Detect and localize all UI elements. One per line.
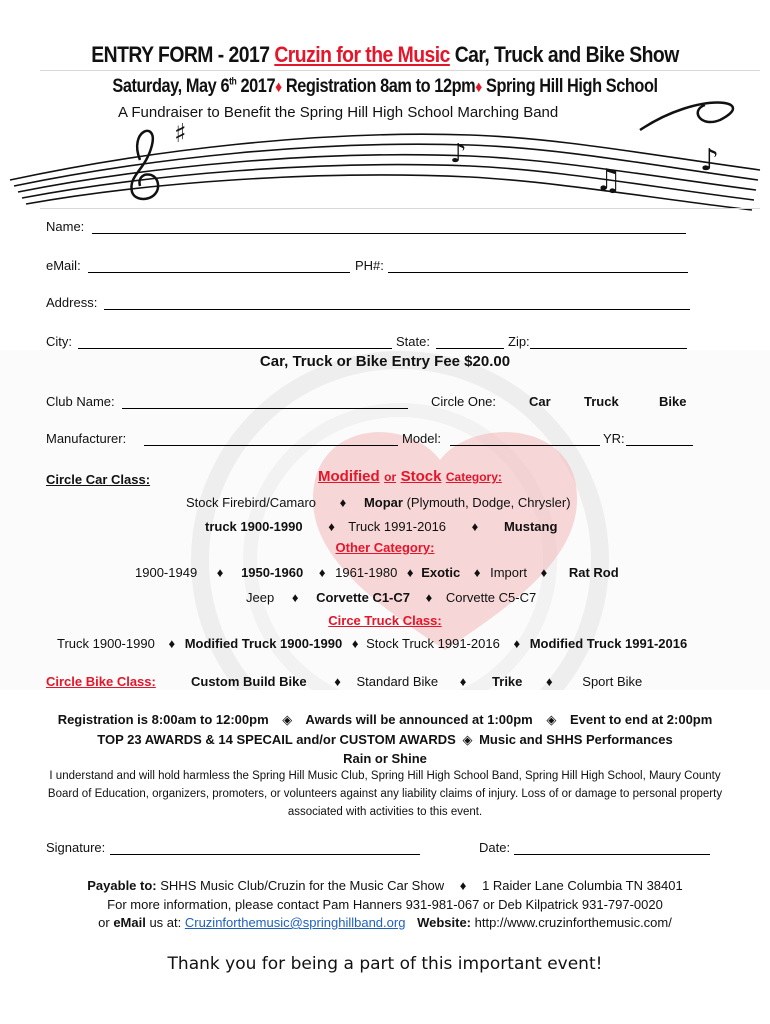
date-field[interactable] bbox=[514, 854, 710, 855]
class-option[interactable]: Jeep bbox=[246, 590, 275, 605]
car-class-row-4 bbox=[246, 590, 536, 605]
email-link[interactable]: Cruzinforthemusic@springhillband.org bbox=[184, 915, 406, 930]
rain-or-shine: Rain or Shine bbox=[343, 751, 427, 766]
diamond-icon: ◈ bbox=[546, 712, 557, 727]
diamond-icon: ♦ bbox=[459, 878, 467, 893]
city-field[interactable] bbox=[78, 348, 392, 349]
city-label: City: bbox=[46, 334, 72, 349]
music-staff-illustration bbox=[0, 100, 770, 215]
event-date-line: Saturday, May 6th 2017♦ Registration 8am to 12pm♦ Spring Hill High School bbox=[112, 76, 658, 97]
category-heading: Modified or Stock Category: bbox=[318, 468, 502, 485]
svg-text:♫: ♫ bbox=[595, 163, 622, 198]
form-title: ENTRY FORM - 2017 Cruzin for the Music Car, Truck and Bike Show bbox=[91, 42, 679, 67]
svg-text:♪: ♪ bbox=[700, 143, 720, 178]
diamond-icon: ♦ bbox=[459, 674, 467, 689]
class-option[interactable]: Truck 1900-1990 bbox=[57, 636, 155, 651]
phone-label: PH#: bbox=[355, 258, 384, 273]
event-name: Cruzin for the Music bbox=[274, 42, 450, 67]
manufacturer-field[interactable] bbox=[144, 445, 398, 446]
contact-line: For more information, please contact Pam Hanners 931-981-067 or Deb Kilpatrick 931-797-0020 bbox=[107, 897, 663, 912]
payable-line: Payable to: SHHS Music Club/Cruzin for the Music Car Show ♦ 1 Raider Lane Columbia TN 38401 bbox=[87, 878, 683, 893]
zip-field[interactable] bbox=[530, 348, 687, 349]
email-website-line: or eMail us at: Cruzinforthemusic@springhillband.org Website: http://www.cruzinforthemusic.com/ bbox=[98, 915, 672, 930]
class-option[interactable]: Mustang bbox=[503, 519, 558, 534]
class-option[interactable]: Import bbox=[490, 565, 527, 580]
diamond-icon: ♦ bbox=[216, 565, 224, 580]
class-option[interactable]: Modified Truck 1991-2016 bbox=[529, 636, 688, 651]
date-label: Date: bbox=[479, 840, 511, 855]
diamond-icon: ♦ bbox=[168, 636, 176, 651]
diamond-icon: ♦ bbox=[540, 565, 548, 580]
diamond-icon: ◈ bbox=[462, 732, 473, 747]
circle-one-label: Circle One: bbox=[431, 394, 497, 409]
liability-waiver: I understand and will hold harmless the Spring Hill Music Club, Spring Hill High School Band, Spring Hill High School, Maury County Board of Education, organizers, promoters, or volunteers against any liability claims of injury. Loss of or damage to personal property associated with activities to this event. bbox=[47, 770, 723, 818]
diamond-icon: ♦ bbox=[513, 636, 521, 651]
diamond-icon: ♦ bbox=[475, 79, 482, 96]
other-category-heading: Other Category: bbox=[335, 540, 435, 555]
truck-class-row bbox=[57, 636, 687, 651]
signature-field[interactable] bbox=[110, 854, 420, 855]
diamond-icon: ♦ bbox=[473, 565, 481, 580]
car-class-row-2 bbox=[205, 519, 557, 534]
website-link[interactable]: http://www.cruzinforthemusic.com/ bbox=[474, 915, 672, 930]
diamond-icon: ♦ bbox=[334, 674, 341, 689]
option-car[interactable]: Car bbox=[529, 394, 551, 409]
state-label: State: bbox=[396, 334, 430, 349]
svg-text:♯: ♯ bbox=[174, 119, 187, 149]
car-class-row-1: Stock Firebird/Camaro ♦ Mopar (Plymouth, Dodge, Chrysler) bbox=[186, 495, 571, 510]
model-field[interactable] bbox=[450, 445, 600, 446]
awards-line: TOP 23 AWARDS & 14 SPECAIL and/or CUSTOM AWARDS ◈ Music and SHHS Performances bbox=[97, 732, 673, 747]
header-rule bbox=[40, 70, 760, 71]
state-field[interactable] bbox=[436, 348, 504, 349]
class-option[interactable]: 1961-1980 bbox=[335, 565, 398, 580]
truck-class-heading: Circe Truck Class: bbox=[328, 613, 442, 628]
diamond-icon: ♦ bbox=[291, 590, 299, 605]
car-class-label: Circle Car Class: bbox=[46, 472, 151, 487]
diamond-icon: ♦ bbox=[339, 495, 347, 510]
car-class-row-3 bbox=[135, 565, 619, 580]
model-label: Model: bbox=[402, 431, 442, 446]
diamond-icon: ♦ bbox=[546, 674, 553, 689]
diamond-icon: ♦ bbox=[328, 519, 335, 534]
class-option[interactable]: Stock Truck 1991-2016 bbox=[366, 636, 500, 651]
class-option[interactable]: Modified Truck 1900-1990 bbox=[184, 636, 343, 651]
bike-class-row bbox=[191, 674, 642, 689]
class-option[interactable]: Corvette C5-C7 bbox=[445, 590, 537, 605]
yr-field[interactable] bbox=[626, 445, 693, 446]
class-option[interactable]: Standard Bike bbox=[356, 674, 439, 689]
diamond-icon: ♦ bbox=[425, 590, 433, 605]
class-option[interactable]: Rat Rod bbox=[568, 565, 619, 580]
class-option[interactable]: Exotic bbox=[421, 565, 461, 580]
diamond-icon: ♦ bbox=[351, 636, 359, 651]
option-truck[interactable]: Truck bbox=[584, 394, 619, 409]
club-name-label: Club Name: bbox=[46, 394, 115, 409]
fundraiser-text: A Fundraiser to Benefit the Spring Hill High School Marching Band bbox=[118, 104, 559, 121]
class-option[interactable]: Sport Bike bbox=[582, 674, 643, 689]
svg-text:♪: ♪ bbox=[450, 139, 467, 169]
diamond-icon: ♦ bbox=[406, 565, 414, 580]
class-option[interactable]: 1900-1949 bbox=[135, 565, 198, 580]
name-field[interactable] bbox=[92, 233, 686, 234]
yr-label: YR: bbox=[603, 431, 625, 446]
class-option[interactable]: Trike bbox=[492, 674, 523, 689]
diamond-icon: ♦ bbox=[275, 79, 282, 96]
class-option[interactable]: 1950-1960 bbox=[241, 565, 304, 580]
class-option[interactable]: Stock Firebird/Camaro bbox=[186, 495, 317, 510]
address-field[interactable] bbox=[104, 309, 690, 310]
diamond-icon: ◈ bbox=[282, 712, 293, 727]
diamond-icon: ♦ bbox=[471, 519, 479, 534]
phone-field[interactable] bbox=[388, 272, 688, 273]
email-field[interactable] bbox=[88, 272, 350, 273]
email-label: eMail: bbox=[46, 258, 81, 273]
option-bike[interactable]: Bike bbox=[659, 394, 687, 409]
class-option[interactable]: Corvette C1-C7 bbox=[316, 590, 411, 605]
schedule-line: Registration is 8:00am to 12:00pm ◈ Awards will be announced at 1:00pm ◈ Event to end at 2:00pm bbox=[57, 712, 713, 727]
thank-you-message: Thank you for being a part of this important event! bbox=[167, 954, 603, 974]
class-option[interactable]: Custom Build Bike bbox=[191, 674, 307, 689]
bike-class-label: Circle Bike Class: bbox=[46, 674, 156, 689]
diamond-icon: ♦ bbox=[318, 565, 326, 580]
manufacturer-label: Manufacturer: bbox=[46, 431, 127, 446]
zip-label: Zip: bbox=[508, 334, 530, 349]
club-name-field[interactable] bbox=[122, 408, 408, 409]
entry-fee: Car, Truck or Bike Entry Fee $20.00 bbox=[259, 353, 511, 370]
class-option[interactable]: Truck 1991-2016 bbox=[348, 519, 447, 534]
class-option[interactable]: truck 1900-1990 bbox=[205, 519, 303, 534]
class-option[interactable]: Mopar bbox=[363, 495, 403, 510]
address-label: Address: bbox=[46, 295, 98, 310]
name-label: Name: bbox=[46, 219, 85, 234]
signature-label: Signature: bbox=[46, 840, 106, 855]
